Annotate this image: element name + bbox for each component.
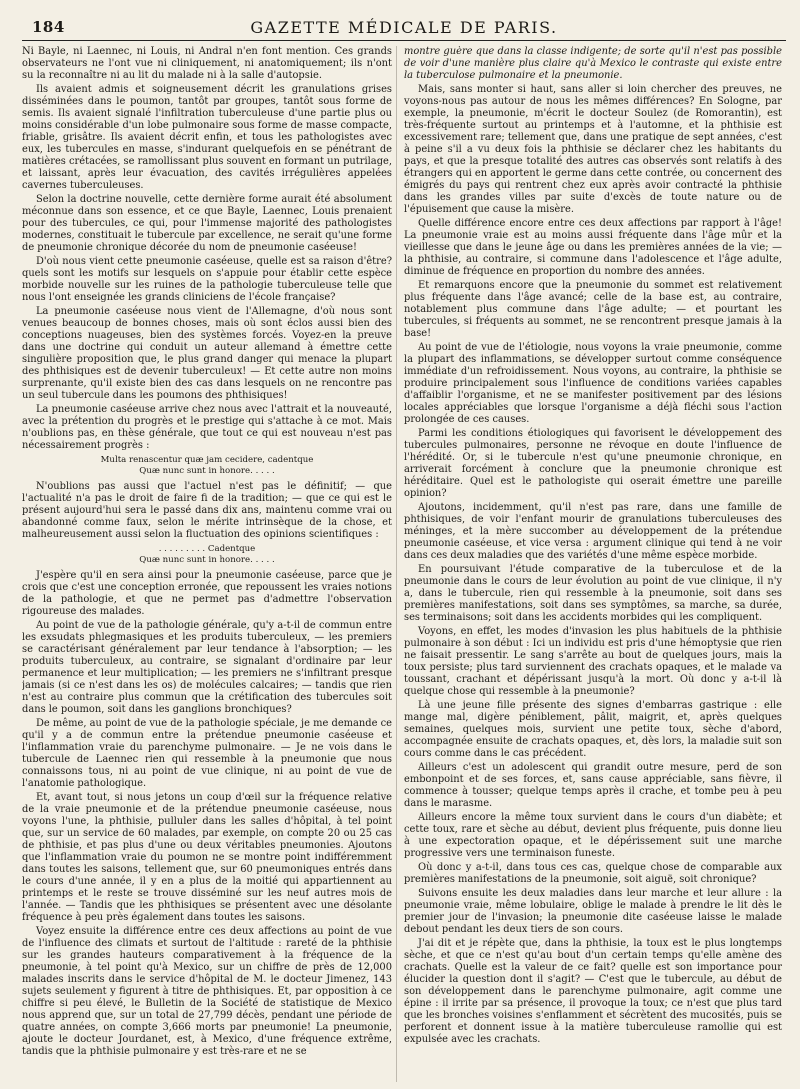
paragraph: Là une jeune fille présente des signes d'embarras gastrique : elle mange mal, digère péniblement, pâlit, maigrit, et, après quelques semaines, quelques mois, survient une petite toux, sèche d'abord, accompagnée ensuite de crachats opaques, et, dès lors, la maladie suit son cours comme dans le cas précédent. <box>404 700 782 759</box>
quote-line: . . . . . . . . . Cadentque <box>158 544 256 554</box>
paragraph: La pneumonie caséeuse arrive chez nous avec l'attrait et la nouveauté, avec la prétention du progrès et le prestige qui s'attache à ce mot. Mais n'oublions pas, en thèse générale, que tout ce qui est nouveau n'est pas nécessairement progrès : <box>22 404 392 451</box>
paragraph: Voyons, en effet, les modes d'invasion les plus habituels de la phthisie pulmonaire à son début : Ici un individu est pris d'une hémoptysie que rien ne faisait pressentir. Le sang s'arrête au bout de quelques jours, mais la toux persiste; plus tard surviennent des crachats opaques, et le malade va toussant, crachant et dépérissant jusqu'à la mort. Où donc y a-t-il là quelque chose qui ressemble à la pneumonie? <box>404 626 782 697</box>
page-header <box>22 16 786 41</box>
paragraph: Ailleurs c'est un adolescent qui grandit outre mesure, perd de son embonpoint et de ses forces, et, sans cause appréciable, sans fièvre, il commence à tousser; quelque temps après il crache, et tombe peu à peu dans le marasme. <box>404 762 782 809</box>
paragraph: Ailleurs encore la même toux survient dans le cours d'un diabète; et cette toux, rare et sèche au début, devient plus fréquente, puis donne lieu à une expectoration opaque, et le dépérissement suit une marche progressive vers une terminaison funeste. <box>404 812 782 859</box>
paragraph: D'où nous vient cette pneumonie caséeuse, quelle est sa raison d'être? quels sont les motifs sur lesquels on s'appuie pour établir cette espèce morbide nouvelle sur les ruines de la pathologie tuberculeuse telle que nous l'ont enseignée les grands cliniciens de l'école française? <box>22 256 392 303</box>
paragraph: Ils avaient admis et soigneusement décrit les granulations grises disséminées dans le poumon, tantôt par groupes, tantôt sous forme de semis. Ils avaient signalé l'infiltration tuberculeuse d'une partie plus ou moins considérable d'un lobe pulmonaire sous forme de masse compacte, friable, grisâtre. Ils avaient décrit enfin, et tous les pathologistes avec eux, les tubercules en masse, s'indurant quelquefois en se pénétrant de matières crétacées, se ramollissant plus souvent en formant un putrilage, et laissant, après leur évacuation, des cavités irrégulières appelées cavernes tuberculeuses. <box>22 84 392 191</box>
paragraph: Et remarquons encore que la pneumonie du sommet est relativement plus fréquente dans l'âge avancé; celle de la base est, au contraire, notablement plus commune dans l'âge adulte; — et pourtant les tubercules, si fréquents au sommet, ne se rencontrent presque jamais à la base! <box>404 280 782 339</box>
paragraph: Voyez ensuite la différence entre ces deux affections au point de vue de l'influence des climats et surtout de l'altitude : rareté de la phthisie sur les grandes hauteurs comparativement à la fréquence de la pneumonie, à tel point qu'à Mexico, sur un chiffre de près de 12,000 malades inscrits dans le service d'hôpital de M. le docteur Jimenez, 143 sujets seulement y figurent à titre de phthisiques. Et, par opposition à ce chiffre si peu élevé, le Bulletin de la Société de statistique de Mexico nous apprend que, sur un total de 27,799 décès, pendant une période de quatre années, on compte 3,666 morts par pneumonie! La pneumonie, ajoute le docteur Jourdanet, est, à Mexico, d'une fréquence extrême, tandis que la phthisie pulmonaire y est très-rare et ne se <box>22 926 392 1057</box>
paragraph: J'ai dit et je répète que, dans la phthisie, la toux est le plus longtemps sèche, et que ce n'est qu'au bout d'un certain temps qu'elle amène des crachats. Quelle est la valeur de ce fait? quelle est son importance pour élucider la question dont il s'agit? — C'est que le tubercule, au début de son développement dans le parenchyme pulmonaire, agit comme une épine : il irrite par sa présence, il provoque la toux; ce n'est que plus tard que les bronches voisines s'enflamment et sécrètent des mucosités, puis se perforent et donnent issue à la matière tuberculeuse ramollie qui est expulsée avec les crachats. <box>404 938 782 1045</box>
page-number: 184 <box>32 18 65 36</box>
paragraph: La pneumonie caséeuse nous vient de l'Allemagne, d'où nous sont venues beaucoup de bonnes choses, mais où sont éclos aussi bien des conceptions nuageuses, bien des systèmes forcés. Voyez-en la preuve dans une doctrine qui conduit un auteur allemand à émettre cette singulière proposition que, le plus grand danger qui menace la plupart des phthisiques est de devenir tuberculeux! — Et cette autre non moins surprenante, qu'il existe bien des cas dans lesquels on ne rencontre pas un seul tubercule dans les poumons des phthisiques! <box>22 306 392 401</box>
right-column <box>404 46 782 1082</box>
paragraph: Quelle différence encore entre ces deux affections par rapport à l'âge! La pneumonie vraie est au moins aussi fréquente dans l'âge mûr et la vieillesse que dans le jeune âge ou dans les premières années de la vie; — la phthisie, au contraire, si commune dans l'adolescence et l'âge adulte, diminue de fréquence en proportion du nombre des années. <box>404 218 782 277</box>
paragraph: N'oublions pas aussi que l'actuel n'est pas le définitif; — que l'actualité n'a pas le droit de faire fi de la tradition; — que ce qui est le présent aujourd'hui sera le passé dans dix ans, maintenu comme vrai ou abandonné comme faux, selon le mérite intrinsèque de la chose, et malheureusement aussi selon la fluctuation des opinions scientifiques : <box>22 481 392 540</box>
paragraph: Ajoutons, incidemment, qu'il n'est pas rare, dans une famille de phthisiques, de voir l'enfant mourir de granulations tuberculeuses des méninges, et la mère succomber au développement de la prétendue pneumonie caséeuse, et vice versa : argument clinique qui tend à ne voir dans ces deux maladies que des variétés d'une même espèce morbide. <box>404 502 782 561</box>
latin-quote-2 <box>22 544 392 566</box>
paragraph: Au point de vue de la pathologie générale, qu'y a-t-il de commun entre les exsudats phlegmasiques et les produits tuberculeux, — les premiers se caractérisant généralement par leur tendance à l'absorption; — les produits tuberculeux, au contraire, se signalant d'ordinaire par leur permanence et leur multiplication; — les premiers ne s'infiltrant presque jamais (si ce n'est dans les os) de molécules calcaires; — tandis que rien n'est au contraire plus commun que la crétification des tubercules soit dans le poumon, soit dans les ganglions bronchiques? <box>22 620 392 715</box>
paragraph: Suivons ensuite les deux maladies dans leur marche et leur allure : la pneumonie vraie, même lobulaire, oblige le malade à prendre le lit dès le premier jour de l'invasion; la pneumonie dite caséeuse laisse le malade debout pendant les deux tiers de son cours. <box>404 888 782 935</box>
quote-line: Quæ nunc sunt in honore. . . . . <box>139 466 275 476</box>
quote-line: Quæ nunc sunt in honore. . . . . <box>139 555 275 565</box>
paragraph: Mais, sans monter si haut, sans aller si loin chercher des preuves, ne voyons-nous pas autour de nous les mêmes différences? En Sologne, par exemple, la pneumonie, m'écrit le docteur Soulez (de Romorantin), est très-fréquente surtout au printemps et à l'automne, et la phthisie est excessivement rare; tellement que, dans une pratique de sept années, c'est à peine s'il a vu deux fois la phthisie se déclarer chez les habitants du pays, et que la presque totalité des autres cas observés sont relatifs à des étrangers qui en apportent le germe dans cette contrée, ou concernent des émigrés du pays qui rentrent chez eux après avoir contracté la phthisie dans les grandes villes par suite d'excès de toute nature ou de l'épuisement que cause la misère. <box>404 84 782 215</box>
paragraph: Et, avant tout, si nous jetons un coup d'œil sur la fréquence relative de la vraie pneumonie et de la prétendue pneumonie caséeuse, nous voyons l'une, la phthisie, pulluler dans les salles d'hôpital, à tel point que, sur un service de 60 malades, par exemple, on compte 20 ou 25 cas de phthisie, et pas plus d'une ou deux véritables pneumonies. Ajoutons que l'inflammation vraie du poumon ne se montre point indifféremment dans toutes les saisons, tellement que, sur 60 pneumoniques entrés dans le cours d'une année, il y en a plus de la moitié qui appartiennent au printemps et le reste se trouve disséminé sur les neuf autres mois de l'année. — Tandis que les phthisiques se présentent avec une désolante fréquence à peu près également dans toutes les saisons. <box>22 792 392 923</box>
latin-quote-1 <box>22 455 392 477</box>
left-column <box>22 46 392 1082</box>
paragraph: En poursuivant l'étude comparative de la tuberculose et de la pneumonie dans le cours de leur évolution au point de vue clinique, il n'y a, dans le tubercule, rien qui ressemble à la pneumonie, soit dans ses premières manifestations, soit dans ses symptômes, sa marche, sa durée, ses terminaisons; soit dans les accidents morbides qui les compliquent. <box>404 564 782 623</box>
paragraph: Ni Bayle, ni Laennec, ni Louis, ni Andral n'en font mention. Ces grands observateurs ne l'ont vue ni cliniquement, ni anatomiquement; ils n'ont su la reconnaître ni au lit du malade ni à la salle d'autopsie. <box>22 46 392 81</box>
paragraph: Au point de vue de l'étiologie, nous voyons la vraie pneumonie, comme la plupart des inflammations, se développer surtout comme conséquence immédiate d'un refroidissement. Nous voyons, au contraire, la phthisie se produire principalement sous l'influence de conditions variées capables d'affaiblir l'organisme, et ne se manifester positivement par des lésions locales appréciables que lorsque l'organisme a déjà fléchi sous l'action prolongée de ces causes. <box>404 342 782 425</box>
paragraph: Selon la doctrine nouvelle, cette dernière forme aurait été absolument méconnue dans son essence, et ce que Bayle, Laennec, Louis prenaient pour des tubercules, ce qui, pour l'immense majorité des pathologistes modernes, constituait le tubercule par excellence, ne serait qu'une forme de pneumonie chronique décorée du nom de pneumonie caséeuse! <box>22 194 392 253</box>
paragraph: Où donc y a-t-il, dans tous ces cas, quelque chose de comparable aux premières manifestations de la pneumonie, soit aiguë, soit chronique? <box>404 862 782 885</box>
paragraph: montre guère que dans la classe indigente; de sorte qu'il n'est pas possible de voir d'une manière plus claire qu'à Mexico le contraste qui existe entre la tuberculose pulmonaire et la pneumonie. <box>404 46 782 81</box>
paragraph: De même, au point de vue de la pathologie spéciale, je me demande ce qu'il y a de commun entre la prétendue pneumonie caséeuse et l'inflammation vraie du parenchyme pulmonaire. — Je ne vois dans le tubercule de Laennec rien qui ressemble à la pneumonie que nous connaissons tous, ni au point de vue clinique, ni au point de vue de l'anatomie pathologique. <box>22 718 392 789</box>
journal-title: GAZETTE MÉDICALE DE PARIS. <box>250 18 558 37</box>
paragraph: J'espère qu'il en sera ainsi pour la pneumonie caséeuse, parce que je crois que c'est une conception erronée, que repoussent les vraies notions de la pathologie, et que ne permet pas d'admettre l'observation rigoureuse des malades. <box>22 570 392 617</box>
paragraph: Parmi les conditions étiologiques qui favorisent le développement des tubercules pulmonaires, personne ne révoque en doute l'influence de l'hérédité. Or, si le tubercule n'est qu'une pneumonie chronique, en arriverait forcément à conclure que la pneumonie chronique est héréditaire. Quel est le pathologiste qui oserait émettre une pareille opinion? <box>404 428 782 499</box>
column-divider <box>396 46 397 1082</box>
quote-line: Multa renascentur quæ jam cecidere, cadentque <box>100 455 314 465</box>
